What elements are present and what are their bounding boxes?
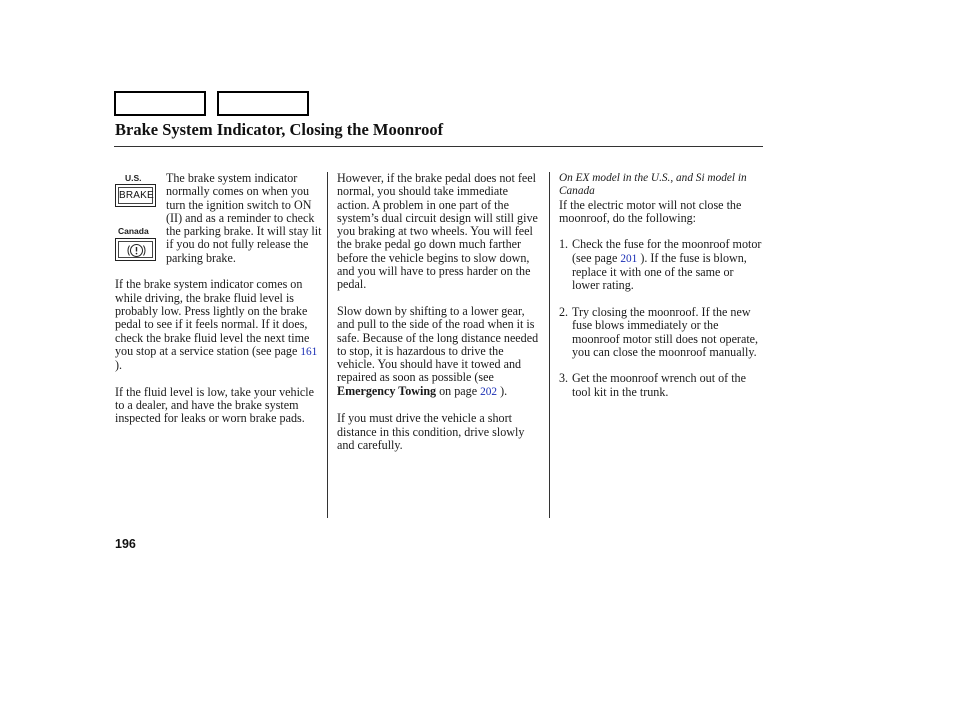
model-note: On EX model in the U.S., and Si model in Canada — [559, 172, 747, 198]
step-item: 3. Get the moonroof wrench out of the tool kit in the trunk. — [559, 371, 746, 399]
us-label: U.S. — [125, 173, 142, 183]
col3-intro: If the electric motor will not close the moonroof, do the following: — [559, 197, 742, 225]
col2-paragraph-3: If you must drive the vehicle a short distance in this condition, drive slowly and carefully. — [337, 411, 525, 452]
emergency-towing-ref: Emergency Towing — [337, 383, 437, 398]
col2-paragraph-1: However, if the brake pedal does not feel normal, you should take immediate action. A problem in one part of the system’s dual circuit design will still give you braking at two wheels. You will feel the brake pedal go down much farther before the vehicle begins to slow down, and you will have to press harder on the pedal. — [337, 171, 538, 292]
col1-paragraph-1: The brake system indicator normally comes on when you turn the ignition switch to ON (II) and as a reminder to check the parking brake. It will stay lit if you do not fully release the parking brake. — [166, 171, 322, 265]
nav-index-button[interactable] — [217, 91, 309, 116]
col2-paragraph-2: Slow down by shifting to a lower gear, and pull to the side of the road when it is safe. Because of the long distance needed to stop, it is hazardous to drive the vehicle. You should have it towed and repaired as soon as possible (see Emergency Towing on page 202 ). — [337, 303, 539, 398]
page-link-201[interactable]: 201 — [620, 252, 638, 265]
column-divider — [327, 172, 328, 518]
brake-indicator-icon — [115, 184, 156, 207]
title-divider — [114, 146, 763, 147]
column-right — [559, 172, 764, 412]
page-title: Brake System Indicator, Closing the Moonroof — [115, 120, 444, 139]
step-item: 1. Check the fuse for the moonroof motor (see page 201 ). If the fuse is blown, replace it with one of the same or lower rating. — [559, 237, 762, 293]
page-number: 196 — [115, 537, 136, 551]
page-link-161[interactable]: 161 — [300, 345, 318, 358]
step-item: 2. Try closing the moonroof. If the new fuse blows immediately or the moonroof motor still does not operate, you can close the moonroof manually. — [559, 304, 759, 359]
column-divider — [549, 172, 550, 518]
canada-label: Canada — [118, 226, 149, 236]
brake-indicator-text: BRAKE — [118, 187, 153, 204]
column-middle — [337, 172, 542, 466]
nav-back-button[interactable] — [114, 91, 206, 116]
col1-paragraph-3: If the fluid level is low, take your vehicle to a dealer, and have the brake system inspected for leaks or worn brake pads. — [115, 384, 315, 426]
col1-paragraph-2: If the brake system indicator comes on while driving, the brake fluid level is probably low. Press lightly on the brake pedal to see if it feels normal. If it does, check the brake fluid level the next time you stop at a service station (see page 161 ). — [115, 277, 318, 373]
moonroof-steps — [559, 238, 764, 399]
column-left — [115, 172, 322, 439]
brake-warning-circle-icon — [115, 238, 156, 261]
page-link-202[interactable]: 202 — [480, 385, 498, 398]
